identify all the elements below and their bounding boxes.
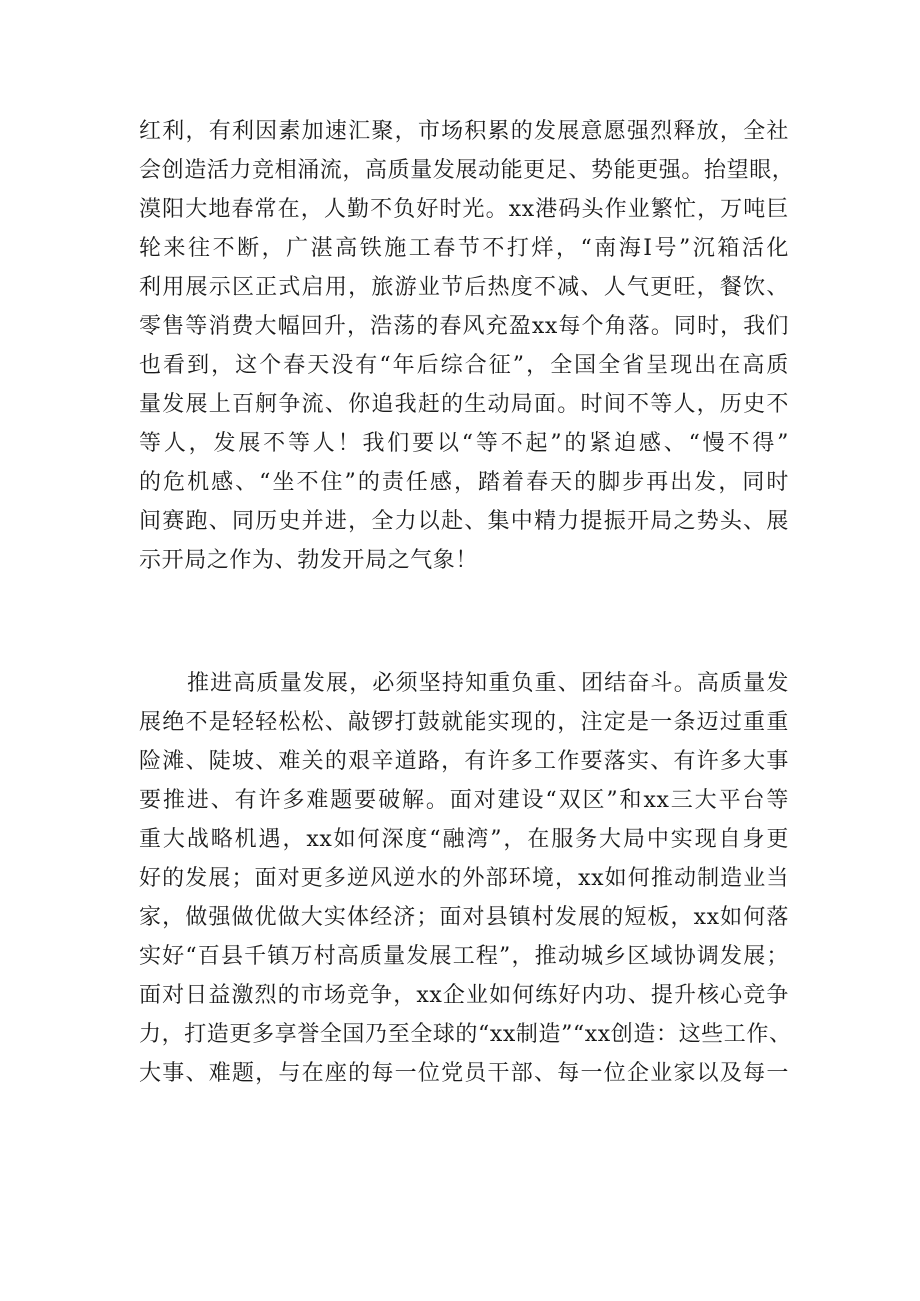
paragraph-line: 实好“百县千镇万村高质量发展工程”，推动城乡区域协调发展； [139, 944, 789, 969]
paragraph-2 [139, 664, 792, 1093]
paragraph-line: 等人，发展不等人！我们要以“等不起”的紧迫感、“慢不得” [139, 431, 789, 456]
paragraph-line: 零售等消费大幅回升，浩荡的春风充盈xx每个角落。同时，我们 [139, 314, 789, 339]
paragraph-1 [139, 112, 795, 580]
paragraph-line: 轮来往不断，广湛高铁施工春节不打烊，“南海Ⅰ号”沉箱活化 [139, 236, 789, 261]
paragraph-line: 好的发展；面对更多逆风逆水的外部环境，xx如何推动制造业当 [139, 866, 789, 891]
paragraph-line: 展绝不是轻轻松松、敲锣打鼓就能实现的，注定是一条迈过重重 [139, 710, 789, 735]
paragraph-line: 利用展示区正式启用，旅游业节后热度不减、人气更旺，餐饮、 [139, 275, 789, 300]
paragraph-line: 会创造活力竞相涌流，高质量发展动能更足、势能更强。抬望眼， [139, 158, 795, 183]
paragraph-line: 险滩、陡坡、难关的艰辛道路，有许多工作要落实、有许多大事 [139, 749, 789, 774]
paragraph-line: 大事、难题，与在座的每一位党员干部、每一位企业家以及每一 [139, 1061, 789, 1086]
paragraph-line: 的危机感、“坐不住”的责任感，踏着春天的脚步再出发，同时 [139, 470, 789, 495]
paragraph-line: 要推进、有许多难题要破解。面对建设“双区”和xx三大平台等 [139, 788, 789, 813]
paragraph-line: 面对日益激烈的市场竞争，xx企业如何练好内功、提升核心竞争 [139, 983, 789, 1008]
paragraph-line: 量发展上百舸争流、你追我赶的生动局面。时间不等人，历史不 [139, 392, 789, 417]
paragraph-line: 间赛跑、同历史并进，全力以赴、集中精力提振开局之势头、展 [139, 509, 789, 534]
paragraph-line: 红利，有利因素加速汇聚，市场积累的发展意愿强烈释放，全社 [139, 119, 789, 144]
paragraph-line: 重大战略机遇，xx如何深度“融湾”，在服务大局中实现自身更 [139, 827, 789, 852]
paragraph-line: 也看到，这个春天没有“年后综合征”，全国全省呈现出在高质 [139, 353, 789, 378]
paragraph-line: 漠阳大地春常在，人勤不负好时光。xx港码头作业繁忙，万吨巨 [139, 197, 789, 222]
paragraph-line: 示开局之作为、勃发开局之气象！ [139, 548, 479, 573]
paragraph-line: 家，做强做优做大实体经济；面对县镇村发展的短板，xx如何落 [139, 905, 789, 930]
paragraph-line: 力，打造更多享誉全国乃至全球的“xx制造”“xx创造：这些工作、 [139, 1022, 792, 1047]
paragraph-line: 推进高质量发展，必须坚持知重负重、团结奋斗。高质量发 [187, 671, 789, 696]
